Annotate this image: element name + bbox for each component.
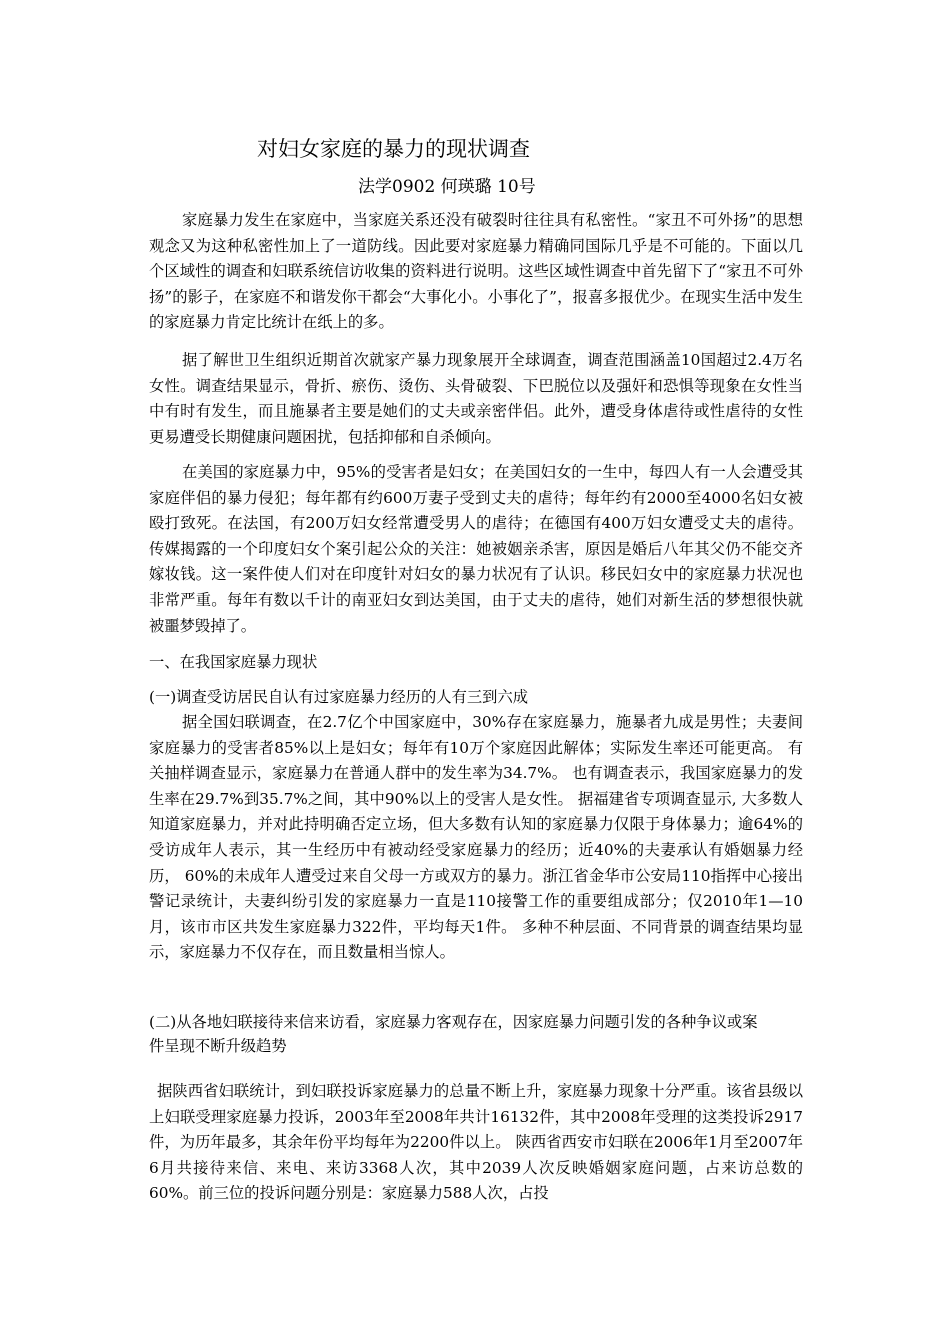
paragraph-who-survey: 据了解世卫生组织近期首次就家产暴力现象展开全球调查，调查范围涵盖10国超过2.4万名女性。调查结果显示，骨折、瘀伤、烫伤、头骨破裂、下巴脱位以及强奸和恐惧等现象在女性当中有时有发生，而且施暴者主要是她们的丈夫或亲密伴侣。此外，遭受身体虐待或性虐待的女性更易遭受长期健康问题困扰，包括抑郁和自杀倾向。 [149, 351, 803, 446]
section-heading: 一、在我国家庭暴力现状 [149, 653, 318, 671]
subsection-heading-2-line-2: 件呈现不断升级趋势 [149, 1037, 287, 1055]
document-title: 对妇女家庭的暴力的现状调查 [257, 137, 530, 161]
subsection-heading-2-line-1: (二)从各地妇联接待来信来访看，家庭暴力客观存在，因家庭暴力问题引发的各种争议或案 [149, 1013, 758, 1031]
paragraph-intro: 家庭暴力发生在家庭中，当家庭关系还没有破裂时往往具有私密性。“家丑不可外扬”的思想观念又为这种私密性加上了一道防线。因此要对家庭暴力精确同国际几乎是不可能的。下面以几个区域性的调查和妇联系统信访收集的资料进行说明。这些区域性调查中首先留下了“家丑不可外扬”的影子，在家庭不和谐发你干都会“大事化小。小事化了”，报喜多报优少。在现实生活中发生的家庭暴力肯定比统计在纸上的多。 [149, 211, 803, 332]
paragraph-international: 在美国的家庭暴力中，95%的受害者是妇女；在美国妇女的一生中，每四人有一人会遭受其家庭伴侣的暴力侵犯；每年都有约600万妻子受到丈夫的虐待；每年约有2000至4000名妇女被殴打致死。在法国，有200万妇女经常遭受男人的虐待；在德国有400万妇女遭受丈夫的虐待。传媒揭露的一个印度妇女个案引起公众的关注：她被姻亲杀害，原因是婚后八年其父仍不能交齐嫁妆钱。这一案件使人们对在印度针对妇女的暴力状况有了认识。移民妇女中的家庭暴力状况也非常严重。每年有数以千计的南亚妇女到达美国，由于丈夫的虐待，她们对新生活的梦想很快就被噩梦毁掉了。 [149, 463, 803, 635]
subsection-heading-1: (一)调查受访居民自认有过家庭暴力经历的人有三到六成 [149, 688, 529, 706]
paragraph-shaanxi-stats: 据陕西省妇联统计，到妇联投诉家庭暴力的总量不断上升，家庭暴力现象十分严重。该省县级以上妇联受理家庭暴力投诉，2003年至2008年共计16132件，其中2008年受理的这类投诉2917件，为历年最多，其余年份平均每年为2200件以上。 陕西省西安市妇联在2006年1月至2007年6月共接待来信、来电、来访3368人次，其中2039人次反映婚姻家庭问题，占来访总数的60%。前三位的投诉问题分别是：家庭暴力588人次，占投 [149, 1082, 803, 1203]
author-line: 法学0902 何瑛璐 10号 [358, 177, 536, 197]
paragraph-china-stats: 据全国妇联调查，在2.7亿个中国家庭中，30%存在家庭暴力，施暴者九成是男性；夫妻间家庭暴力的受害者85%以上是妇女；每年有10万个家庭因此解体；实际发生率还可能更高。 有关抽样调查显示，家庭暴力在普通人群中的发生率为34.7%。 也有调查表示，我国家庭暴力的发生率在29.7%到35.7%之间，其中90%以上的受害人是女性。 据福建省专项调查显示, 大多数人知道家庭暴力，并对此持明确否定立场，但大多数有认知的家庭暴力仅限于身体暴力；逾64%的受访成年人表示，其一生经历中有被动经受家庭暴力的经历；近40%的夫妻承认有婚姻暴力经历， 60%的未成年人遭受过来自父母一方或双方的暴力。浙江省金华市公安局110指挥中心接出警记录统计，夫妻纠纷引发的家庭暴力一直是110接警工作的重要组成部分；仅2010年1—10月，该市市区共发生家庭暴力322件，平均每天1件。 多种不种层面、不同背景的调查结果均显示，家庭暴力不仅存在，而且数量相当惊人。 [149, 713, 803, 962]
